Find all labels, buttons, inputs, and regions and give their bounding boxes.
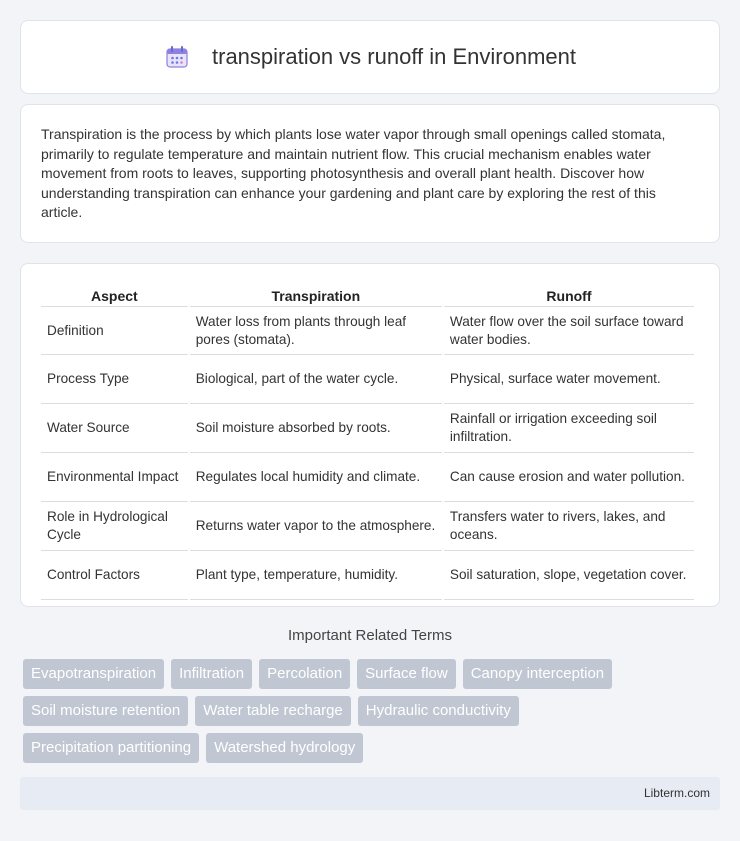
calendar-icon <box>164 44 190 70</box>
table-cell: Transfers water to rivers, lakes, and oceans. <box>444 502 694 551</box>
related-term-tag[interactable]: Hydraulic conductivity <box>358 696 519 726</box>
related-term-tag[interactable]: Watershed hydrology <box>206 733 363 763</box>
table-cell: Soil saturation, slope, vegetation cover. <box>444 551 694 600</box>
table-cell: Definition <box>41 307 188 355</box>
table-header-row <box>41 284 694 307</box>
table-cell: Water Source <box>41 404 188 453</box>
related-terms-title: Important Related Terms <box>288 627 452 644</box>
table-row <box>41 453 694 502</box>
related-term-tag[interactable]: Soil moisture retention <box>23 696 188 726</box>
tag-row <box>23 659 723 689</box>
table-row <box>41 551 694 600</box>
related-term-tag[interactable]: Percolation <box>259 659 350 689</box>
table-cell: Environmental Impact <box>41 453 188 502</box>
table-row <box>41 307 694 355</box>
table-cell: Water flow over the soil surface toward water bodies. <box>444 307 694 355</box>
table-cell: Rainfall or irrigation exceeding soil infiltration. <box>444 404 694 453</box>
table-cell: Soil moisture absorbed by roots. <box>190 404 442 453</box>
related-term-tag[interactable]: Surface flow <box>357 659 456 689</box>
related-terms-list <box>23 659 723 770</box>
tag-row <box>23 733 723 763</box>
related-term-tag[interactable]: Water table recharge <box>195 696 351 726</box>
header-card <box>20 20 720 94</box>
column-header: Transpiration <box>190 284 442 307</box>
related-term-tag[interactable]: Precipitation partitioning <box>23 733 199 763</box>
table-row <box>41 502 694 551</box>
table-cell: Biological, part of the water cycle. <box>190 355 442 404</box>
table-cell: Returns water vapor to the atmosphere. <box>190 502 442 551</box>
related-term-tag[interactable]: Canopy interception <box>463 659 612 689</box>
table-cell: Role in Hydrological Cycle <box>41 502 188 551</box>
intro-card <box>20 104 720 243</box>
table-cell: Process Type <box>41 355 188 404</box>
related-term-tag[interactable]: Evapotranspiration <box>23 659 164 689</box>
comparison-table-card <box>20 263 720 607</box>
table-row <box>41 355 694 404</box>
footer-site-link[interactable]: Libterm.com <box>643 786 710 800</box>
table-cell: Can cause erosion and water pollution. <box>444 453 694 502</box>
column-header: Aspect <box>41 284 188 307</box>
column-header: Runoff <box>444 284 694 307</box>
intro-text: Transpiration is the process by which plants lose water vapor through small openings called stomata, primarily to regulate temperature and maintain nutrient flow. This crucial mechanism enables water movement from roots to leaves, supporting photosynthesis and overall plant health. Discover how understanding transpiration can enhance your gardening and plant care by exploring the rest of this article. <box>41 126 666 220</box>
table-cell: Physical, surface water movement. <box>444 355 694 404</box>
related-term-tag[interactable]: Infiltration <box>171 659 252 689</box>
page-title: transpiration vs runoff in Environment <box>212 44 576 69</box>
table-cell: Water loss from plants through leaf pores (stomata). <box>190 307 442 355</box>
table-cell: Regulates local humidity and climate. <box>190 453 442 502</box>
table-cell: Control Factors <box>41 551 188 600</box>
tag-row <box>23 696 723 726</box>
footer <box>20 777 720 810</box>
table-cell: Plant type, temperature, humidity. <box>190 551 442 600</box>
comparison-table <box>39 284 696 600</box>
table-row <box>41 404 694 453</box>
